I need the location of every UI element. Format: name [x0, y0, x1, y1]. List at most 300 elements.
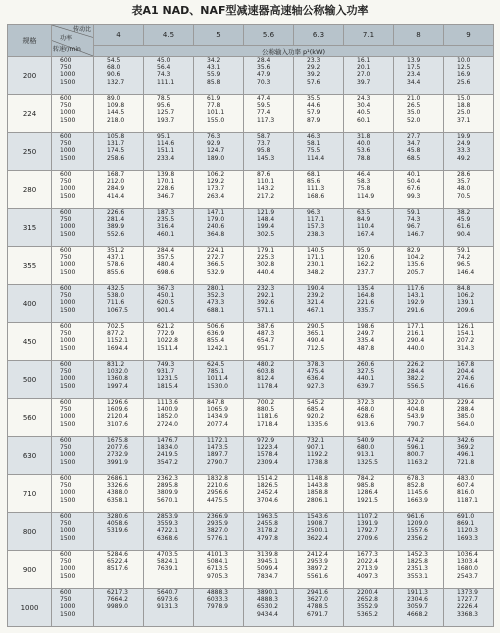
table-row: [8, 437, 494, 475]
power-cell: [394, 133, 444, 171]
power-value: 146.7: [407, 230, 425, 238]
power-value: 1400.9: [157, 406, 178, 414]
speed-value: 750: [60, 178, 72, 186]
power-value: 1181.6: [257, 413, 278, 421]
power-value: 4101.3: [207, 551, 228, 558]
power-value: 105.8: [107, 133, 125, 140]
power-value: 1148.8: [307, 475, 328, 482]
power-value: 27.7: [407, 133, 421, 140]
power-value: 46.4: [357, 171, 371, 178]
power-value: 57.6: [307, 78, 321, 86]
power-value: 290.5: [307, 323, 325, 330]
power-value: 18.8: [457, 102, 471, 110]
power-value: 624.5: [207, 361, 225, 368]
power-value: 961.6: [407, 513, 425, 520]
power-value: 34.2: [207, 57, 221, 64]
power-value: 564.0: [457, 420, 475, 428]
power-value: 1675.8: [107, 437, 128, 444]
power-cell: [394, 475, 444, 513]
power-value: 532.9: [207, 268, 225, 276]
power-value: 2956.6: [207, 489, 228, 497]
power-value: 281.4: [107, 216, 125, 224]
power-value: 721.8: [457, 458, 475, 466]
table-row: [8, 475, 494, 513]
power-cell: [244, 171, 294, 209]
power-value: 1543.6: [307, 513, 328, 520]
power-cell: [344, 285, 394, 323]
speed-cell: [52, 209, 94, 247]
power-value: 538.0: [107, 292, 125, 300]
power-cell: [194, 399, 244, 437]
power-value: 4788.5: [307, 603, 328, 611]
power-value: 2452.4: [257, 489, 278, 497]
power-value: 6368.6: [157, 534, 178, 542]
power-value: 2713.9: [357, 565, 378, 573]
power-table: [7, 24, 494, 627]
power-value: 30.4: [357, 102, 371, 110]
power-value: 117.1: [307, 216, 325, 224]
power-cell: [194, 513, 244, 551]
power-cell: [94, 247, 144, 285]
power-value: 189.0: [207, 154, 225, 162]
power-value: 8517.6: [107, 565, 128, 573]
power-value: 1303.4: [457, 558, 478, 566]
power-value: 284.9: [107, 185, 125, 193]
speed-value: 750: [60, 216, 72, 224]
speed-value: 750: [60, 482, 72, 490]
speed-value: 1500: [60, 154, 76, 162]
size-cell: 224: [8, 95, 52, 133]
power-value: 24.9: [457, 140, 471, 148]
power-value: 2120.4: [107, 413, 128, 421]
power-value: 154.1: [457, 330, 475, 338]
power-cell: [244, 513, 294, 551]
power-cell: [444, 551, 494, 589]
power-value: 232.3: [257, 285, 275, 292]
power-value: 1231.5: [157, 375, 178, 383]
power-value: 3704.6: [257, 496, 278, 504]
power-value: 146.4: [457, 268, 475, 276]
power-value: 1434.9: [207, 413, 228, 421]
power-value: 28.6: [457, 171, 471, 178]
power-value: 10.0: [457, 57, 471, 64]
power-value: 1163.2: [407, 458, 428, 466]
power-value: 3809.9: [157, 489, 178, 497]
power-cell: [94, 475, 144, 513]
power-value: 2853.9: [157, 513, 178, 520]
speed-value: 750: [60, 520, 72, 528]
power-value: 19.9: [457, 133, 471, 140]
power-value: 1997.4: [107, 382, 128, 390]
power-value: 711.6: [107, 299, 125, 307]
speed-value: 1500: [60, 78, 76, 86]
power-value: 1391.9: [357, 520, 378, 528]
power-cell: [294, 285, 344, 323]
power-value: 48.0: [457, 185, 471, 193]
power-value: 1557.6: [407, 527, 428, 535]
power-value: 68.5: [407, 154, 421, 162]
speed-value: 1000: [60, 71, 76, 79]
power-value: 1908.7: [307, 520, 328, 528]
speed-value: 600: [60, 285, 72, 292]
power-value: 483.0: [457, 475, 475, 482]
power-value: 37.1: [457, 116, 471, 124]
power-value: 174.5: [107, 147, 125, 155]
power-value: 218.0: [107, 116, 125, 124]
power-value: 87.9: [307, 116, 321, 124]
power-value: 90.6: [107, 71, 121, 79]
power-cell: [194, 437, 244, 475]
power-value: 321.4: [307, 299, 325, 307]
power-cell: [444, 513, 494, 551]
speed-value: 1000: [60, 223, 76, 231]
power-value: 114.4: [307, 154, 325, 162]
size-cell: 500: [8, 361, 52, 399]
power-cell: [244, 285, 294, 323]
table-row: [8, 171, 494, 209]
size-cell: 280: [8, 171, 52, 209]
power-cell: [194, 475, 244, 513]
power-value: 63.5: [357, 209, 371, 216]
power-value: 40.1: [407, 171, 421, 178]
power-value: 732.1: [307, 437, 325, 444]
power-value: 450.1: [157, 292, 175, 300]
power-value: 322.0: [407, 399, 425, 406]
power-value: 480.4: [157, 261, 175, 269]
power-cell: [94, 361, 144, 399]
power-value: 1286.4: [357, 489, 378, 497]
power-value: 21.0: [407, 95, 421, 102]
power-value: 77.4: [257, 109, 271, 117]
power-cell: [344, 361, 394, 399]
power-cell: [294, 247, 344, 285]
power-value: 13.9: [407, 57, 421, 64]
power-cell: [444, 323, 494, 361]
table-row: [8, 57, 494, 95]
power-value: 5561.6: [307, 572, 328, 580]
power-value: 34.4: [407, 78, 421, 86]
size-cell: 900: [8, 551, 52, 589]
power-value: 125.7: [157, 109, 175, 117]
speed-value: 750: [60, 102, 72, 110]
power-value: 20.1: [357, 64, 371, 72]
power-value: 913.6: [357, 420, 375, 428]
power-cell: [194, 551, 244, 589]
power-cell: [344, 57, 394, 95]
size-cell: 1000: [8, 589, 52, 627]
power-cell: [94, 437, 144, 475]
power-value: 147.1: [207, 209, 225, 216]
power-cell: [394, 589, 444, 627]
power-value: 2362.3: [157, 475, 178, 482]
power-value: 179.1: [257, 247, 275, 254]
power-value: 82.9: [407, 247, 421, 254]
power-cell: [144, 57, 194, 95]
power-value: 2935.9: [207, 520, 228, 528]
speed-cell: [52, 133, 94, 171]
power-value: 85.8: [207, 78, 221, 86]
power-value: 351.2: [107, 247, 125, 254]
size-cell: 560: [8, 399, 52, 437]
power-value: 16.9: [457, 71, 471, 79]
power-value: 603.8: [257, 368, 275, 376]
power-cell: [244, 57, 294, 95]
size-cell: 630: [8, 437, 52, 475]
power-value: 1680.0: [457, 565, 478, 573]
power-value: 2366.9: [207, 513, 228, 520]
power-value: 404.8: [407, 406, 425, 414]
power-value: 4475.5: [207, 496, 228, 504]
power-value: 1152.1: [107, 337, 128, 345]
power-cell: [294, 361, 344, 399]
power-value: 6973.6: [157, 596, 178, 604]
ratio-header: 9: [444, 25, 494, 46]
power-value: 302.5: [257, 230, 275, 238]
power-value: 7664.2: [107, 596, 128, 604]
power-value: 190.4: [307, 285, 325, 292]
power-value: 302.8: [257, 261, 275, 269]
power-value: 45.8: [407, 147, 421, 155]
power-value: 74.2: [457, 254, 471, 262]
power-value: [157, 573, 193, 580]
speed-value: 600: [60, 399, 72, 406]
power-value: 460.1: [157, 230, 175, 238]
power-value: 985.8: [357, 482, 375, 490]
power-cell: [94, 551, 144, 589]
power-value: 543.9: [407, 413, 425, 421]
power-value: 2304.6: [407, 596, 428, 604]
power-value: 229.4: [457, 399, 475, 406]
power-cell: [144, 323, 194, 361]
power-value: 1242.1: [207, 344, 228, 352]
speed-cell: [52, 437, 94, 475]
power-value: 2652.8: [357, 596, 378, 604]
size-cell: 400: [8, 285, 52, 323]
speed-value: 600: [60, 247, 72, 254]
power-value: 43.1: [207, 64, 221, 72]
ratio-header: 6.3: [294, 25, 344, 46]
power-cell: [244, 551, 294, 589]
power-cell: [194, 57, 244, 95]
power-value: 205.7: [407, 268, 425, 276]
power-cell: [244, 399, 294, 437]
power-value: 5284.6: [107, 551, 128, 558]
power-value: 1792.7: [357, 527, 378, 535]
power-value: 800.7: [407, 451, 425, 459]
power-value: 5084.1: [207, 558, 228, 566]
power-value: 2790.7: [207, 458, 228, 466]
speed-cell: [52, 95, 94, 133]
power-value: 1578.4: [257, 451, 278, 459]
power-value: 139.1: [457, 299, 475, 307]
power-value: 110.4: [357, 223, 375, 231]
speed-value: 750: [60, 596, 72, 604]
power-cell: [194, 589, 244, 627]
power-value: 1609.6: [107, 406, 128, 414]
power-value: 198.6: [357, 323, 375, 330]
power-cell: [394, 361, 444, 399]
power-value: 109.8: [107, 102, 125, 110]
power-value: 2356.2: [407, 534, 428, 542]
power-value: 7639.1: [157, 565, 178, 573]
power-value: 474.2: [407, 437, 425, 444]
power-value: 1032.0: [107, 368, 128, 376]
power-value: 335.7: [357, 306, 375, 314]
power-cell: [244, 95, 294, 133]
power-value: 145.3: [257, 154, 275, 162]
power-value: 179.0: [207, 216, 225, 224]
speed-cell: [52, 247, 94, 285]
power-value: 7834.7: [257, 572, 278, 580]
power-cell: [94, 95, 144, 133]
power-value: 369.2: [457, 444, 475, 452]
power-value: 75.8: [357, 185, 371, 193]
power-value: 284.4: [157, 247, 175, 254]
speed-value: 1500: [60, 420, 76, 428]
table-row: [8, 247, 494, 285]
power-cell: [294, 133, 344, 171]
power-cell: [444, 361, 494, 399]
power-value: 2077.4: [207, 420, 228, 428]
power-value: 144.5: [107, 109, 125, 117]
speed-value: 1500: [60, 192, 76, 200]
power-value: 2806.1: [307, 496, 328, 504]
power-value: 749.3: [157, 361, 175, 368]
power-value: 688.1: [207, 306, 225, 314]
power-value: 117.6: [407, 285, 425, 292]
power-cell: [194, 209, 244, 247]
power-cell: [444, 133, 494, 171]
power-cell: [294, 171, 344, 209]
power-value: 389.9: [107, 223, 125, 231]
table-title: 表A1 NAD、NAF型减速器高速轴公称输入功率: [131, 4, 369, 17]
power-value: 1172.1: [207, 437, 228, 444]
power-value: 117.3: [257, 116, 275, 124]
power-value: 228.6: [157, 185, 175, 193]
table-row: [8, 551, 494, 589]
table-row: [8, 95, 494, 133]
power-value: 1815.4: [157, 382, 178, 390]
power-cell: [444, 171, 494, 209]
power-value: 34.7: [407, 140, 421, 148]
power-value: 75.5: [307, 147, 321, 155]
power-value: 1832.8: [207, 475, 228, 482]
power-value: 2309.4: [257, 458, 278, 466]
power-cell: [444, 247, 494, 285]
power-value: 7978.9: [207, 603, 228, 611]
power-value: 207.2: [457, 337, 475, 345]
power-value: 387.6: [257, 323, 275, 330]
power-value: 192.9: [407, 299, 425, 307]
power-value: 54.5: [107, 57, 121, 64]
power-value: 52.0: [407, 116, 421, 124]
power-value: 5776.1: [207, 534, 228, 542]
speed-value: 1500: [60, 458, 76, 466]
power-value: 5099.4: [257, 565, 278, 573]
power-value: 1963.5: [257, 513, 278, 520]
power-value: 95.8: [257, 147, 271, 155]
power-cell: [394, 57, 444, 95]
power-value: 67.6: [407, 185, 421, 193]
power-value: 2022.4: [357, 558, 378, 566]
power-value: 15.0: [457, 95, 471, 102]
power-value: 2412.4: [307, 551, 328, 558]
power-value: 2895.8: [157, 482, 178, 490]
power-value: 1476.7: [157, 437, 178, 444]
power-cell: [244, 247, 294, 285]
power-cell: [144, 285, 194, 323]
power-value: 155.0: [207, 116, 225, 124]
size-cell: 200: [8, 57, 52, 95]
power-value: 40.5: [357, 109, 371, 117]
power-value: 487.8: [357, 344, 375, 352]
power-value: 25.6: [457, 78, 471, 86]
power-value: 416.6: [457, 382, 475, 390]
power-value: [107, 573, 143, 580]
power-value: 2455.8: [257, 520, 278, 528]
power-value: 4888.3: [257, 596, 278, 604]
power-value: 132.7: [107, 78, 125, 86]
speed-value: 750: [60, 292, 72, 300]
power-value: 27.0: [357, 71, 371, 79]
power-cell: [394, 209, 444, 247]
power-cell: [344, 323, 394, 361]
power-value: 367.3: [157, 285, 175, 292]
power-value: 552.6: [107, 230, 125, 238]
power-value: 187.3: [157, 209, 175, 216]
power-value: 2941.6: [307, 589, 328, 596]
ratio-header: 5: [194, 25, 244, 46]
speed-value: 600: [60, 589, 72, 596]
power-cell: [144, 247, 194, 285]
power-value: 3368.3: [457, 610, 478, 618]
power-value: 47.4: [257, 95, 271, 102]
power-value: 168.7: [107, 171, 125, 178]
power-value: 4388.0: [107, 489, 128, 497]
power-value: 151.1: [157, 147, 175, 155]
power-value: 85.6: [307, 178, 321, 186]
power-value: 9131.3: [157, 603, 178, 611]
power-value: 1036.4: [457, 551, 478, 558]
power-cell: [394, 399, 444, 437]
power-cell: [94, 171, 144, 209]
power-value: 162.2: [357, 261, 375, 269]
power-value: 496.1: [457, 451, 475, 459]
table-row: [8, 513, 494, 551]
power-value: 45.0: [157, 57, 171, 64]
power-value: 121.9: [257, 209, 275, 216]
power-value: 111.1: [157, 78, 175, 86]
power-value: 2724.0: [157, 420, 178, 428]
power-value: 571.1: [257, 306, 275, 314]
power-cell: [394, 247, 444, 285]
power-value: 869.1: [457, 520, 475, 528]
power-value: 712.5: [307, 344, 325, 352]
power-cell: [144, 475, 194, 513]
power-cell: [144, 513, 194, 551]
power-cell: [394, 171, 444, 209]
speed-value: 1500: [60, 268, 76, 276]
power-value: 274.6: [457, 375, 475, 383]
power-value: 111.3: [307, 185, 325, 193]
speed-value: 600: [60, 95, 72, 102]
power-cell: [444, 437, 494, 475]
unit-header: 公称输入功率 p¹(kW): [94, 46, 494, 57]
power-value: 95.9: [357, 247, 371, 254]
size-cell: 710: [8, 475, 52, 513]
power-value: 654.7: [257, 337, 275, 345]
power-value: 1296.6: [107, 399, 128, 406]
